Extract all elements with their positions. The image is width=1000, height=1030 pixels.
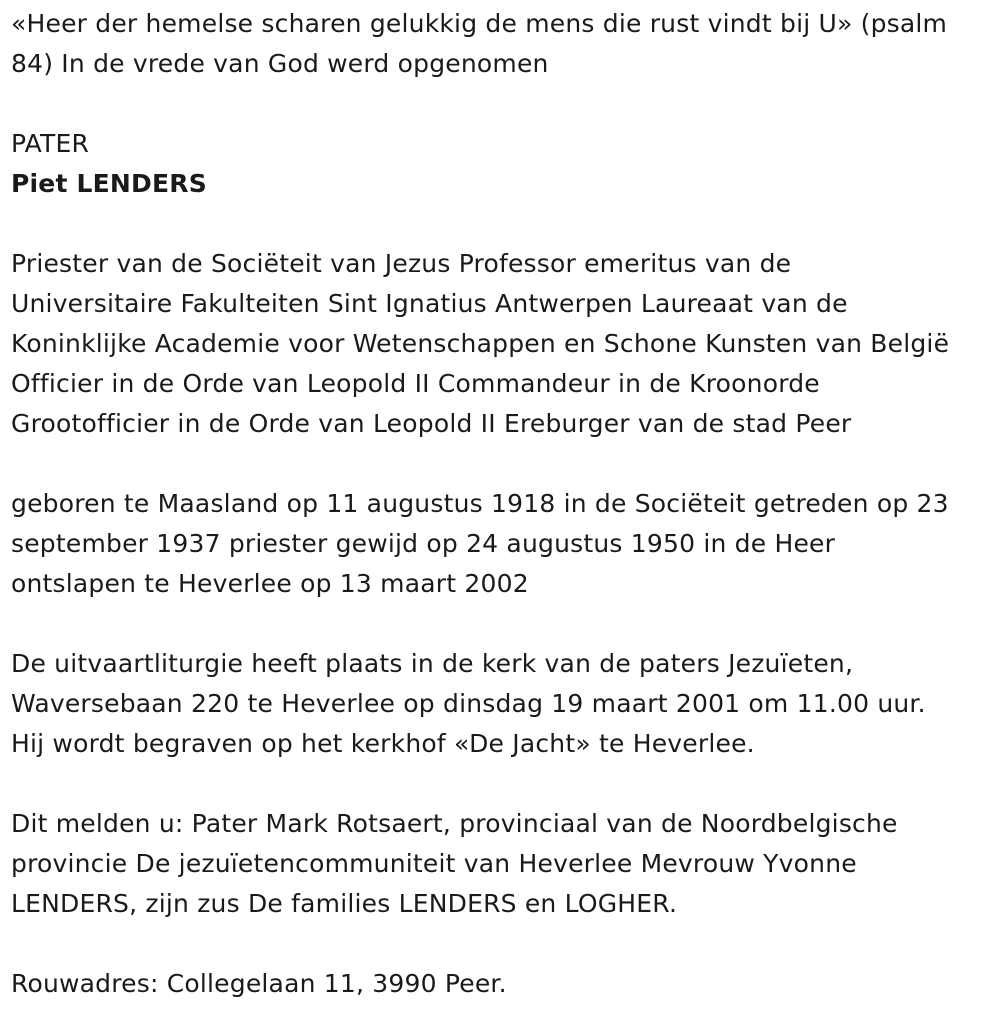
life-line-1: geboren te Maasland op 11 augustus 1918 in de Sociëteit getreden op 23: [11, 489, 949, 518]
funeral-line-3: Hij wordt begraven op het kerkhof «De Jacht» te Heverlee.: [11, 729, 755, 758]
spacer: [11, 204, 1000, 244]
funeral-paragraph: [11, 644, 1000, 764]
rank-title: PATER: [11, 129, 90, 158]
funeral-line-2: Waversebaan 220 te Heverlee op dinsdag 19 maart 2001 om 11.00 uur.: [11, 689, 926, 718]
life-line-3: ontslapen te Heverlee op 13 maart 2002: [11, 569, 529, 598]
funeral-line-1: De uitvaartliturgie heeft plaats in de kerk van de paters Jezuïeten,: [11, 649, 854, 678]
life-dates-paragraph: [11, 484, 1000, 604]
announcers-line-3: LENDERS, zijn zus De families LENDERS en LOGHER.: [11, 889, 678, 918]
spacer: [11, 84, 1000, 124]
mourning-address: Rouwadres: Collegelaan 11, 3990 Peer.: [11, 969, 507, 998]
deceased-name: Piet LENDERS: [11, 169, 207, 198]
announcers-line-1: Dit melden u: Pater Mark Rotsaert, provinciaal van de Noordbelgische: [11, 809, 898, 838]
honors-line-3: Koninklijke Academie voor Wetenschappen en Schone Kunsten van België: [11, 329, 950, 358]
spacer: [11, 444, 1000, 484]
honors-line-4: Officier in de Orde van Leopold II Commandeur in de Kroonorde: [11, 369, 820, 398]
announcers-paragraph: [11, 804, 1000, 924]
psalm-line-2: 84) In de vrede van God werd opgenomen: [11, 49, 549, 78]
honors-line-1: Priester van de Sociëteit van Jezus Professor emeritus van de: [11, 249, 792, 278]
psalm-quote: [11, 4, 1000, 84]
spacer: [11, 764, 1000, 804]
honors-line-5: Grootofficier in de Orde van Leopold II Ereburger van de stad Peer: [11, 409, 852, 438]
announcers-line-2: provincie De jezuïetencommuniteit van Heverlee Mevrouw Yvonne: [11, 849, 857, 878]
honors-paragraph: [11, 244, 1000, 444]
spacer: [11, 604, 1000, 644]
spacer: [11, 924, 1000, 964]
honors-line-2: Universitaire Fakulteiten Sint Ignatius Antwerpen Laureaat van de: [11, 289, 848, 318]
life-line-2: september 1937 priester gewijd op 24 augustus 1950 in de Heer: [11, 529, 836, 558]
psalm-line-1: «Heer der hemelse scharen gelukkig de mens die rust vindt bij U» (psalm: [11, 9, 948, 38]
